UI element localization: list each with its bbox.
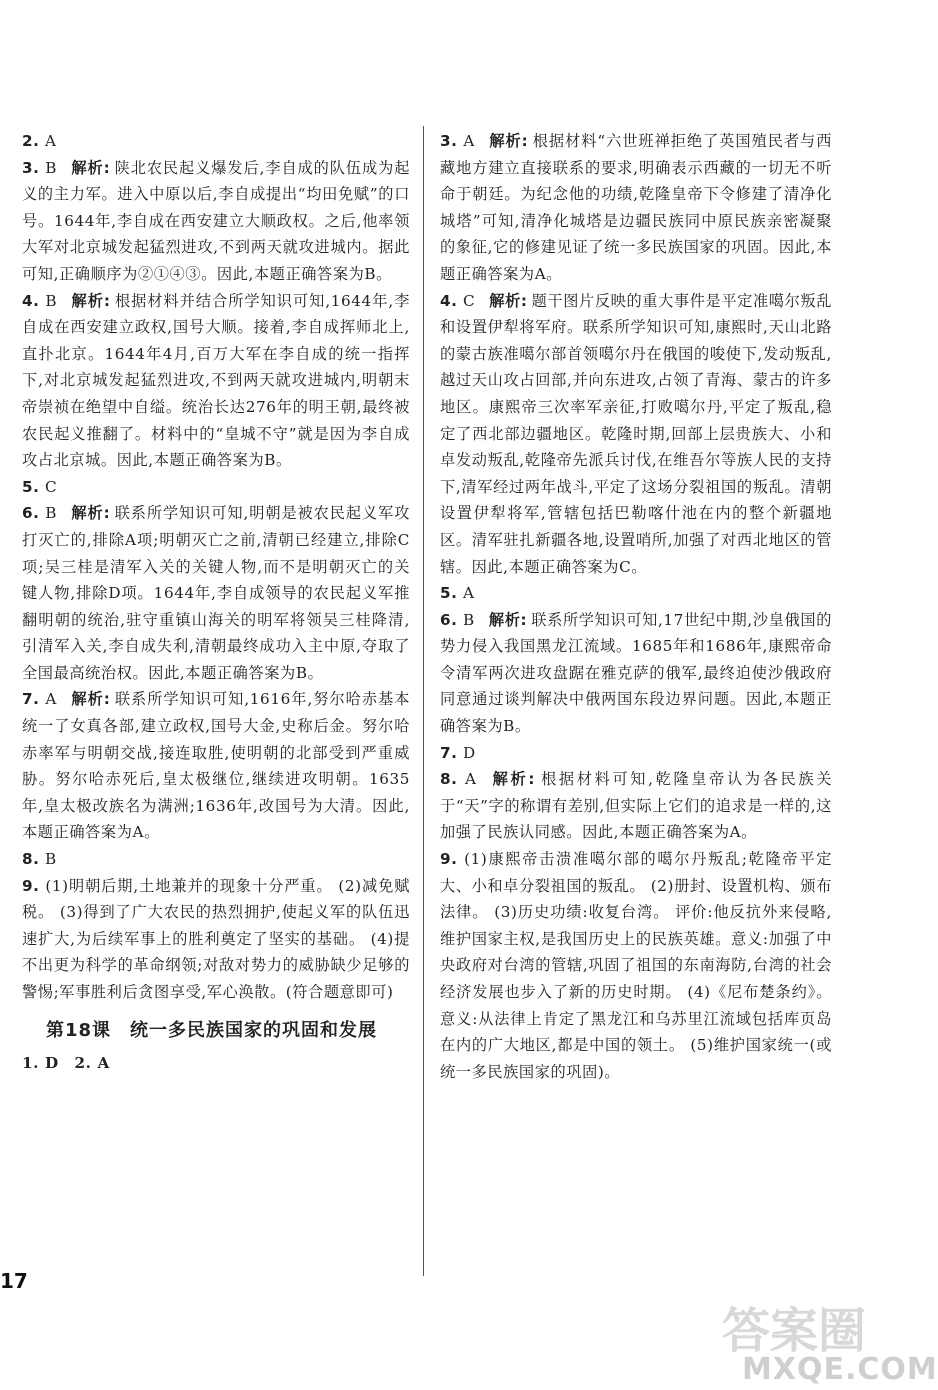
watermark-url: MXQE.COM [742,1352,938,1387]
analysis-text: 联系所学知识可知,17世纪中期,沙皇俄国的势力侵入我国黑龙江流域。1685年和1686年,康熙帝命令清军两次进攻盘踞在雅克萨的俄军,最终迫使沙俄政府同意通过谈判解决中俄两国东段边界问题。因此,本题正确答案为B。 [440,610,832,736]
analysis-label: 解析: [70,690,111,709]
answer-choice: A [463,132,475,150]
page-number: 17 [0,1269,28,1293]
question-number: 4. [440,291,458,310]
right-column [440,128,832,1085]
question-number: 9. [22,876,40,895]
answer-choice: B [45,504,58,523]
question-number: 8. [440,770,458,789]
answer-text: (1)康熙帝击溃准噶尔部的噶尔丹叛乱;乾隆帝平定大、小和卓分裂祖国的叛乱。 (2)册封、设置机构、颁布法律。 (3)历史功绩:收复台湾。 评价:他反抗外来侵略,维护国家主权,是我国历史上的民族英雄。意义:加强了中央政府对台湾的管辖,巩固了祖国的东南海防,台湾的社会经济发展也步入了新的历史时期。 (4)《尼布楚条约》。 意义:从法律上肯定了黑龙江和乌苏里江流域包括库页岛在内的广大地区,都是中国的领土。 (5)维护国家统一(或统一多民族国家的巩固)。 [440,850,832,1081]
question-number: 5. [22,477,40,496]
analysis-label: 解析: [490,770,536,789]
analysis-text: 根据材料并结合所学知识可知,1644年,李自成在西安建立政权,国号大顺。接着,李自成挥师北上,直扑北京。1644年4月,百万大军在李自成的统一指挥下,对北京城发起猛烈进攻,不到两天就攻进城内,明朝末帝崇祯在绝望中自缢。统治长达276年的明王朝,最终被农民起义推翻了。材料中的“皇城不守”就是因为李自成攻占北京城。因此,本题正确答案为B。 [22,291,411,470]
answer-choice: C [463,291,476,310]
answer-choice: A [45,690,57,709]
answer-item [22,500,410,686]
analysis-label: 解析: [71,291,111,310]
question-number: 7. [440,743,458,762]
answer-item [22,474,410,501]
question-number: 2. [22,132,40,150]
answer-item [440,288,832,581]
watermark-text: 答案圈 [722,1303,867,1359]
answer-item [22,686,410,846]
answer-item [440,740,832,767]
answer-item [440,607,832,740]
analysis-text: 联系所学知识可知,1616年,努尔哈赤基本统一了女真各部,建立政权,国号大金,史称后金。努尔哈赤率军与明朝交战,接连取胜,使明朝的北部受到严重威胁。努尔哈赤死后,皇太极继位,继续进攻明朝。1635年,皇太极改族名为满洲;1636年,改国号为大清。因此,本题正确答案为A。 [22,690,411,842]
answer-choice: B [45,291,58,310]
question-number: 6. [22,504,40,523]
answer-item [22,155,410,288]
question-number: 3. [440,132,458,150]
analysis-text: 根据材料可知,乾隆皇帝认为各民族关于“天”字的称谓有差别,但实际上它们的追求是一样的,这加强了民族认同感。因此,本题正确答案为A。 [440,770,832,842]
answer-item [440,128,832,288]
question-number: 9. [440,850,458,869]
analysis-label: 解析: [71,158,111,177]
section-title: 第18课 统一多民族国家的巩固和发展 [46,1019,378,1041]
analysis-label: 解析: [71,504,111,523]
answer-item [22,846,410,873]
section-answers: 1. D 2. A [22,1054,110,1073]
analysis-label: 解析: [489,291,528,310]
analysis-text: 根据材料“六世班禅拒绝了英国殖民者与西藏地方建立直接联系的要求,明确表示西藏的一切无不听命于朝廷。为纪念他的功绩,乾隆皇帝下令修建了清净化城塔”可知,清净化城塔是边疆民族同中原民族亲密凝聚的象征,它的修建见证了统一多民族国家的巩固。因此,本题正确答案为A。 [440,132,833,283]
answer-choice: A [465,770,477,789]
analysis-text: 题干图片反映的重大事件是平定准噶尔叛乱和设置伊犁将军府。联系所学知识可知,康熙时,天山北路的蒙古族准噶尔部首领噶尔丹在俄国的唆使下,发动叛乱,越过天山攻占回部,并向东进攻,占领了青海、蒙古的许多地区。康熙帝三次率军亲征,打败噶尔丹,平定了叛乱,稳定了西北部边疆地区。乾隆时期,回部上层贵族大、小和卓发动叛乱,乾隆帝先派兵讨伐,在维吾尔等族人民的支持下,清军经过两年战斗,平定了这场分裂祖国的叛乱。清朝设置伊犁将军,管辖包括巴勒喀什池在内的整个新疆地区。清军驻扎新疆各地,设置哨所,加强了对西北地区的管辖。因此,本题正确答案为C。 [440,291,832,576]
answer-choice: D [462,743,476,762]
question-number: 3. [22,158,40,177]
answer-text: (1)明朝后期,土地兼并的现象十分严重。 (2)减免赋税。 (3)得到了广大农民的热烈拥护,使起义军的队伍迅速扩大,为后续军事上的胜利奠定了坚实的基础。 (4)提不出更为科学的革命纲领;对敌对势力的威胁缺少足够的警惕;军事胜利后贪图享受,军心涣散。(符合题意即可) [22,876,410,1001]
question-number: 4. [22,291,40,310]
answer-choice: B [45,158,58,177]
answer-choice: A [462,584,475,603]
left-column [22,128,410,1077]
analysis-text: 陕北农民起义爆发后,李自成的队伍成为起义的主力军。进入中原以后,李自成提出“均田免赋”的口号。1644年,李自成在西安建立大顺政权。之后,他率领大军对北京城发起猛烈进攻,不到两天就攻进城内。据此可知,正确顺序为②①④③。因此,本题正确答案为B。 [22,158,410,283]
answer-item [22,128,410,155]
question-number: 6. [440,610,458,629]
analysis-label: 解析: [488,132,529,150]
answer-choice: B [44,850,57,869]
analysis-label: 解析: [488,610,528,629]
question-number: 5. [440,584,458,603]
question-number: 7. [22,690,40,709]
column-divider [423,126,424,1276]
answer-item [440,766,832,846]
answer-item [440,846,832,1085]
answer-choice: C [44,477,58,496]
answer-choice: A [44,132,57,150]
analysis-text: 联系所学知识可知,明朝是被农民起义军攻打灭亡的,排除A项;明朝灭亡之前,清朝已经建立,排除C项;吴三桂是清军入关的关键人物,而不是明朝灭亡的关键人物,排除D项。1644年,李自成领导的农民起义军推翻明朝的统治,驻守重镇山海关的明军将领吴三桂降清,引清军入关,李自成失利,清朝最终成功入主中原,夺取了全国最高统治权。因此,本题正确答案为B。 [22,504,410,682]
answer-item [22,288,410,474]
answer-choice: B [463,610,475,629]
answer-item [440,580,832,607]
answer-item [22,873,410,1006]
question-number: 8. [22,850,40,869]
